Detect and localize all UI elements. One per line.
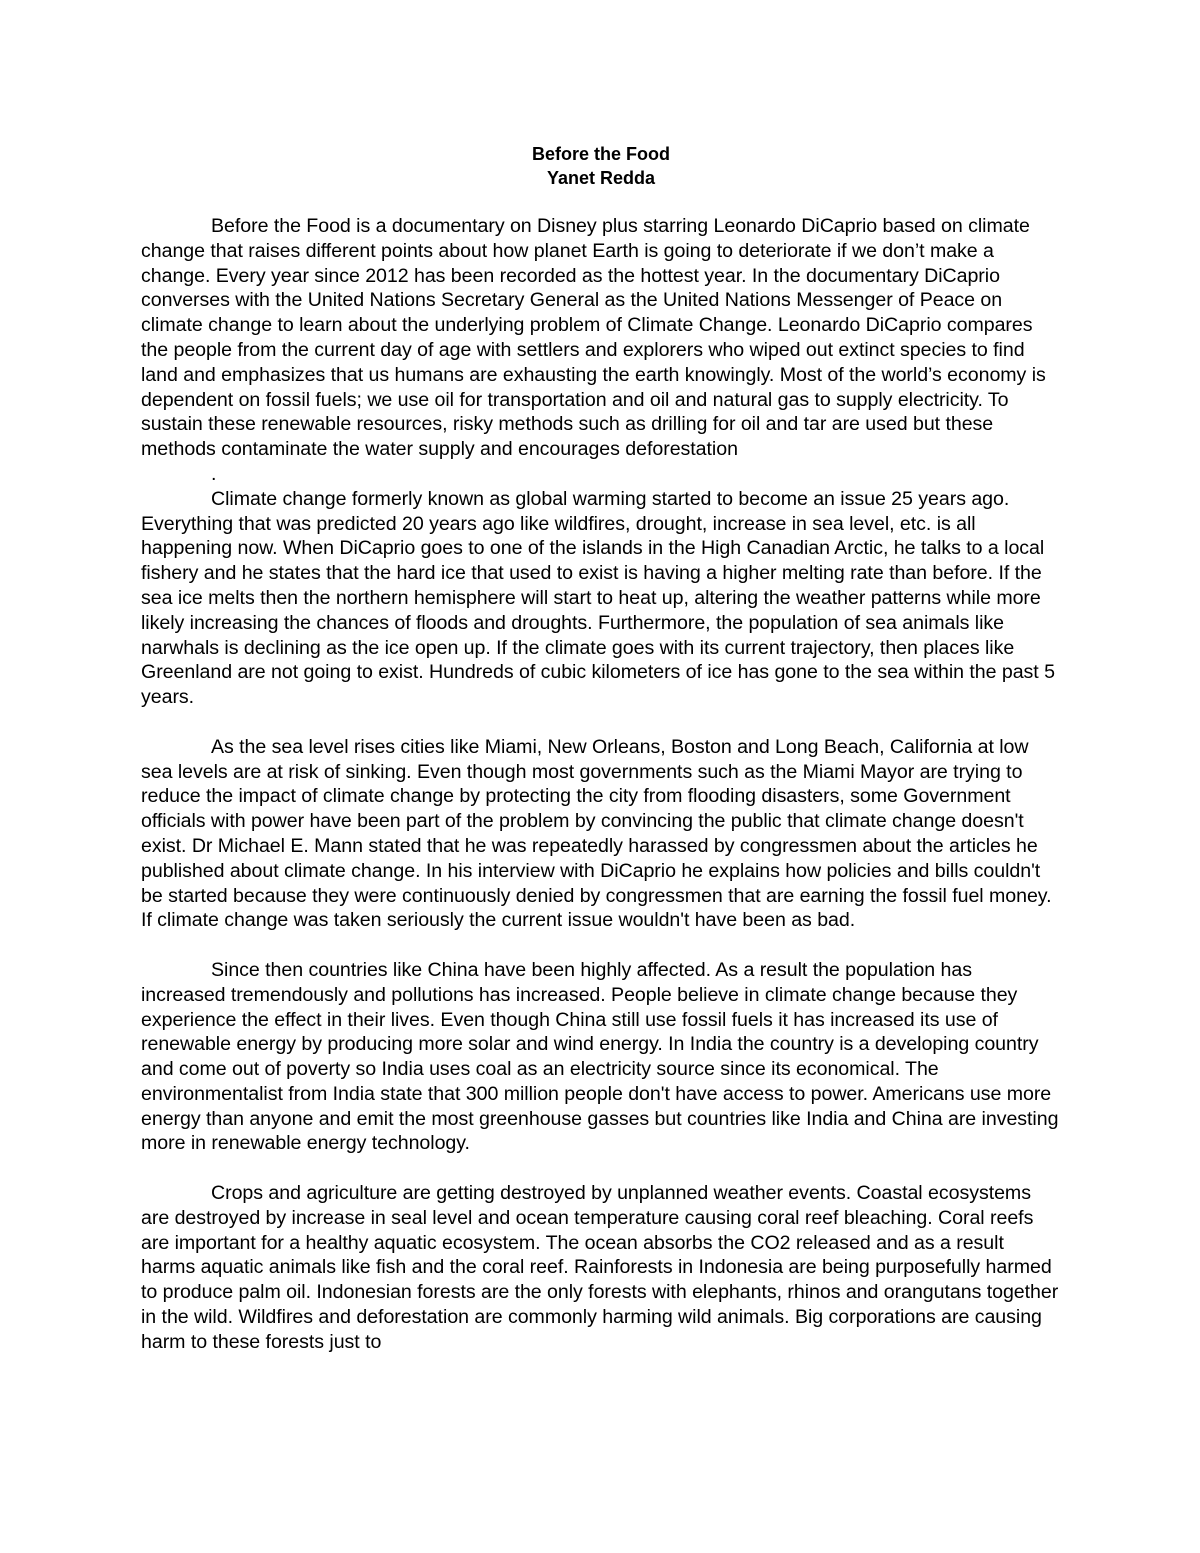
document-author: Yanet Redda <box>546 168 656 188</box>
paragraph-5: Crops and agriculture are getting destroyed by unplanned weather events. Coastal ecosystems are destroyed by increase in seal level and ocean temperature causing coral reef bleaching. Coral reefs are important for a healthy aquatic ecosystem. The ocean absorbs the CO2 released and as a result harms aquatic animals like fish and the coral reef. Rainforests in Indonesia are being purposefully harmed to produce palm oil. Indonesian forests are the only forests with elephants, rhinos and orangutans together in the wild. Wildfires and deforestation are commonly harming wild animals. Big corporations are causing harm to these forests just to <box>141 1182 1059 1353</box>
stray-period: . <box>211 462 217 485</box>
document-page <box>141 142 1061 1355</box>
title-block <box>141 142 1061 190</box>
paragraph-spacer <box>141 933 1061 958</box>
paragraph-1: Before the Food is a documentary on Disney plus starring Leonardo DiCaprio based on climate change that raises different points about how planet Earth is going to deteriorate if we don’t make a change. Every year since 2012 has been recorded as the hottest year. In the documentary DiCaprio converses with the United Nations Secretary General as the United Nations Messenger of Peace on climate change to learn about the underlying problem of Climate Change. Leonardo DiCaprio compares the people from the current day of age with settlers and explorers who wiped out extinct species to find land and emphasizes that us humans are exhausting the earth knowingly. Most of the world’s economy is dependent on fossil fuels; we use oil for transportation and oil and natural gas to supply electricity. To sustain these renewable resources, risky methods such as drilling for oil and tar are used but these methods contaminate the water supply and encourages deforestation <box>141 215 1046 461</box>
document-title: Before the Food <box>532 144 670 164</box>
paragraph-spacer <box>141 710 1061 735</box>
paragraph-4: Since then countries like China have been highly affected. As a result the population has increased tremendously and pollutions has increased. People believe in climate change because they experience the effect in their lives. Even though China still use fossil fuels it has increased its use of renewable energy by producing more solar and wind energy. In India the country is a developing country and come out of poverty so India uses coal as an electricity source since its economical. The environmentalist from India state that 300 million people don't have access to power. Americans use more energy than anyone and emit the most greenhouse gasses but countries like India and China are investing more in renewable energy technology. <box>141 958 1059 1155</box>
paragraph-2: Climate change formerly known as global warming started to become an issue 25 years ago. Everything that was predicted 20 years ago like wildfires, drought, increase in sea level, etc. is all happening now. When DiCaprio goes to one of the islands in the High Canadian Arctic, he talks to a local fishery and he states that the hard ice that used to exist is having a higher melting rate than before. If the sea ice melts then the northern hemisphere will start to heat up, altering the weather patterns while more likely increasing the chances of floods and droughts. Furthermore, the population of sea animals like narwhals is declining as the ice open up. If the climate goes with its current trajectory, then places like Greenland are not going to exist. Hundreds of cubic kilometers of ice has gone to the sea within the past 5 years. <box>141 487 1055 709</box>
paragraph-spacer <box>141 1156 1061 1181</box>
paragraph-3: As the sea level rises cities like Miami, New Orleans, Boston and Long Beach, California at low sea levels are at risk of sinking. Even though most governments such as the Miami Mayor are trying to reduce the impact of climate change by protecting the city from flooding disasters, some Government officials with power have been part of the problem by convincing the public that climate change doesn't exist. Dr Michael E. Mann stated that he was repeatedly harassed by congressmen about the articles he published about climate change. In his interview with DiCaprio he explains how policies and bills couldn't be started because they were continuously denied by congressmen that are earning the fossil fuel money. If climate change was taken seriously the current issue wouldn't have been as bad. <box>141 735 1052 932</box>
